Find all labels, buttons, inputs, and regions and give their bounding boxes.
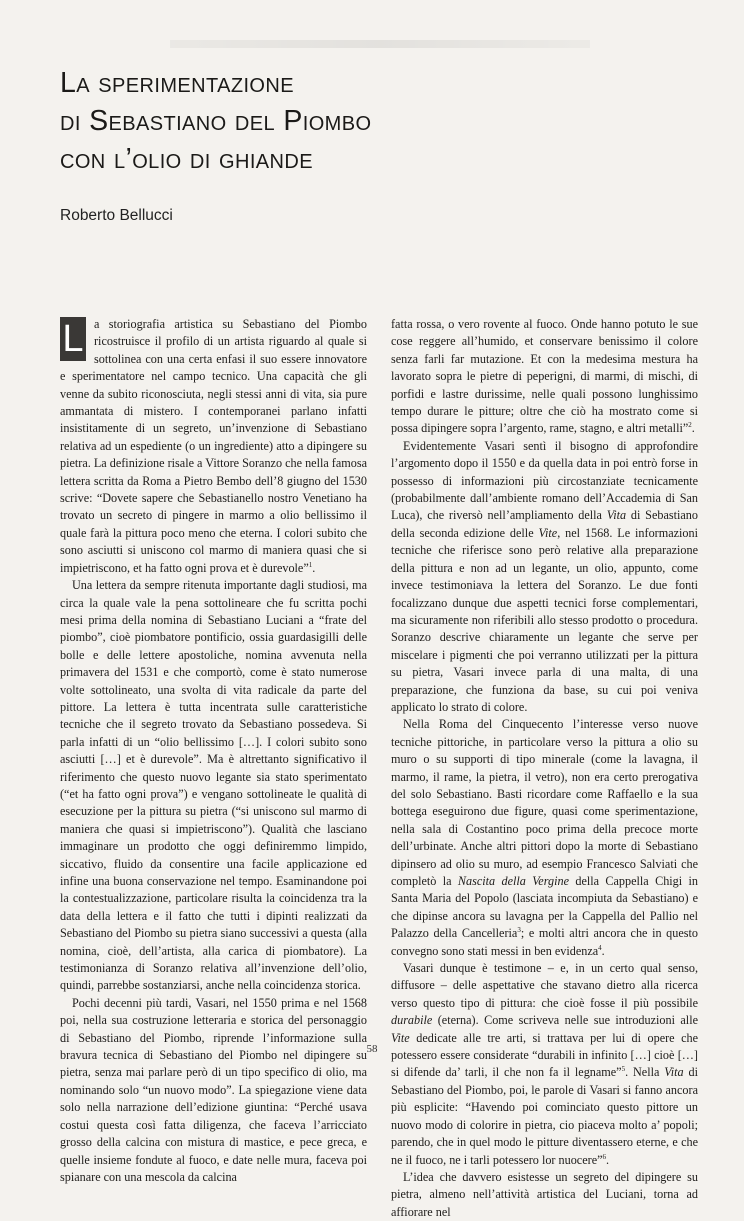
footnote-ref: 1	[308, 560, 313, 569]
italic-title: Vite	[391, 1030, 410, 1045]
paragraph-text: fatta rossa, o vero rovente al fuoco. Onde hanno potuto le sue cose reggere all’humido, et conservare benissimo il colore senza farli far mutazione. Et con la medesima mestura ha lavorato sopra le pietre di peperigni, di marmi, di mischi, di porfidi e lastre durissime, nelle quali possono lunghissimo tempo durare le pitture; oltre che ciò ha mostrato come si possa dipingere sopra l’argento, rame, stagno, e altri metalli”	[391, 317, 698, 436]
paragraph: Una lettera da sempre ritenuta importante dagli studiosi, ma circa la quale vale la pena sottolineare che fu scritta pochi mesi prima della nomina di Sebastiano Luciani a “frate del piombo”, cioè piombatore pontificio, ossia guardasigilli delle bolle e delle lettere apostoliche, nomina avvenuta nella primavera del 1531 e che comportò, come è stato numerose volte sottolineato, una svolta di vita radicale da parte del pittore. La lettera è tutta incentrata sulle caratteristiche tecniche che il segreto trovato da Sebastiano possedeva. Si parla infatti di un “olio bellissimo […]. I colori subito sono asciutti […] et è durevole”. Ma è altrettanto significativo il riferimento che questo nuovo legante sia stato sperimentato (“et ha fatto ogni prova”) e vengano sottolineate le qualità di esecuzione per la pittura su pietra (“si uniscono sul marmo di maniera che quasi si impietriscono”). Qualità che lasciano immaginare un prodotto che oggi definiremmo limpido, siccativo, fluido da consentire una facile applicazione ed infine una buona conservazione nel tempo. Esaminandone poi la contestualizzazione, particolare risulta la coincidenza tra la data della lettera e il fatto che tutti i dipinti realizzati da Sebastiano del Piombo su pietra siano successivi a questa (alla nomina, cioè, dell’artista, alla carica di piombatore). La testimonianza di Soranzo relativa all’invenzione dell’olio, quindi, parrebbe sostanziarsi, anche nella coincidenza storica.	[60, 578, 367, 993]
paragraph-text: Nella Roma del Cinquecento l’interesse verso nuove tecniche pittoriche, in particolare verso la pittura a olio su muro o su supporti di tipo minerale (come la lavagna, il marmo, il rame, la pietra, il vetro), non era certo prerogativa del solo Sebastiano. Basti ricordare come Raffaello e la sua bottega eseguirono due figure, quasi come sperimentazione, nella sala di Costantino poco prima della precoce morte dell’urbinate. Anche altri pittori dopo la morte di Sebastiano dipinsero ad olio su muro, ad esempio Francesco Salviati che completò la	[391, 717, 698, 888]
footnote-ref: 5	[621, 1065, 626, 1074]
title-line-3: con l’olio di ghiande	[60, 143, 313, 175]
paragraph-text: (eterna). Come scriveva nelle sue introduzioni alle	[432, 1013, 698, 1028]
paragraph	[391, 716, 698, 960]
paragraph: Pochi decenni più tardi, Vasari, nel 1550 prima e nel 1568 poi, nella sua costruzione letteraria e storica del personaggio di Sebastiano del Piombo, riprende l’informazione sulla bravura tecnica di Sebastiano del Piombo nel dipingere su pietra, senza mai parlare però di un tipo specifico di olio, ma nominando solo “un nuovo modo”. La spiegazione viene data solo nella narrazione dell’edizione giuntina: “Perché usava costui questa così fatta diligenza, che faceva l’arricciato grosso della calcina con mistura di mastice, e pece greca, e quelle insieme fondute al fuoco, e date nelle mura, faceva poi spianare con una mescola da calcina	[60, 995, 367, 1184]
paragraph-text: , nel 1568. Le informazioni tecniche che riferisce sono però relative alla preparazione della pittura e non ad un legante, un olio, appunto, come invece testimoniava la lettera del Soranzo. Le due fonti focalizzano dunque due aspetti tecnici forse complementari, ma sicuramente non riferibili allo stesso prodotto o procedura. Soranzo descrive chiaramente un legante che serve per miscelare i pigmenti che poi verranno utilizzati per la pittura su pietra, Vasari invece parla di una malta, di una preparazione, che funziona da base, su cui poi veniva applicato lo strato di colore.	[391, 525, 698, 714]
paragraph-text: della Cappella Chigi in Santa Maria del Popolo (lasciata incompiuta da Sebastiano) e che dipinse ancora su lavagna per la Cappella del Pallio nel Palazzo della Cancelleria	[391, 874, 698, 941]
paragraph	[391, 438, 698, 717]
paragraph-text: di Sebastiano del Piombo, poi, le parole di Vasari si fanno ancora più esplicite: “Havendo poi cominciato questo pittore un nuovo modo di colorire in pietra, cio piaceva molto a’ popoli; parendo, che in quel modo le pitture diventassero eterne, e che ne il fuoco, ne i tarli potessero lor nuocere”	[391, 1065, 698, 1167]
right-column	[391, 316, 698, 1221]
paragraph-text: .	[606, 1152, 610, 1167]
paragraph-text: ; e molti altri ancora che in questo convegno sono stati messi in ben evidenza	[391, 926, 698, 958]
paragraph-text: Evidentemente Vasari sentì il bisogno di approfondire l’argomento dopo il 1550 e da quella data in poi entrò forse in possesso di informazioni più circostanziate tecnicamente (probabilmente dall’ambiente romano dell’Accademia di San Luca), che riversò nell’ampliamento della	[391, 438, 698, 523]
paragraph	[60, 316, 367, 577]
body-columns	[60, 316, 698, 1221]
page-number: 58	[366, 1043, 378, 1055]
title-line-2: di Sebastiano del Piombo	[60, 105, 372, 137]
footnote-ref: 2	[688, 421, 692, 430]
italic-title: Nascita della Vergine	[457, 874, 569, 888]
footnote-ref: 6	[602, 1152, 607, 1161]
drop-cap: L	[60, 317, 86, 361]
author-name: Roberto Bellucci	[60, 207, 173, 224]
paragraph-text: a storiografia artistica su Sebastiano del Piombo ricostruisce il profilo di un artista riguardo al quale si sottolinea con una certa enfasi il suo essere innovatore e sperimentatore nel campo tecnico. Una capacità che gli venne da subito riconosciuta, negli stessi anni di vita, sia pure ammantata di mistero. I contemporanei parlano infatti insistitamente di un segreto, un’invenzione di Sebastiano relativa ad un espediente (o un ingrediente) atto a dipingere su pietra. La definizione risale a Vittore Soranzo che nella famosa lettera scritta da Roma a Pietro Bembo dell’8 giugno del 1530 scrive: “Dovete sapere che Sebastianello nostro Venetiano ha trovato un secreto di pingere in marmo a olio bellissimo il quale farà la pittura poco meno che eterna. I colori subito che sono asciutti si uniscono col marmo di maniera quasi che si impietriscono, et ha fatto ogni prova et è durevole”	[60, 317, 367, 575]
italic-title: Vita	[664, 1065, 684, 1080]
italic-title: Vite	[538, 525, 558, 540]
italic-title: Vita	[606, 508, 627, 523]
paragraph-text: . Nella	[625, 1065, 665, 1080]
paragraph-text: dedicate alle tre arti, si trattava per lui di opere che potessero essere considerate “durabili in infinito […] cioè […] si difende da’ tarli, il che non fa il legname”	[391, 1030, 698, 1080]
paragraph: L’idea che davvero esistesse un segreto del dipingere su pietra, almeno nell’attività artistica del Luciani, torna ad affiorare nel	[391, 1169, 698, 1219]
paragraph-text: .	[691, 421, 695, 436]
paragraph-text: .	[601, 943, 605, 958]
article-title	[60, 64, 620, 178]
paragraph-text: di Sebastiano della seconda edizione delle	[391, 508, 698, 540]
italic-word: durabile	[391, 1013, 433, 1028]
paragraph	[391, 960, 698, 1169]
show-through-header	[170, 40, 590, 48]
paragraph-text: Vasari dunque è testimone – e, in un certo qual senso, diffusore – delle aspettative che stavano dietro alla ricerca verso questo tipo di pittura: che cioè fosse il più possibile	[391, 961, 698, 1010]
paragraph-text: .	[312, 560, 316, 575]
left-column	[60, 316, 367, 1221]
paragraph	[391, 316, 698, 438]
title-line-1: La sperimentazione	[60, 67, 294, 99]
footnote-ref: 3	[517, 926, 521, 935]
footnote-ref: 4	[598, 943, 602, 952]
